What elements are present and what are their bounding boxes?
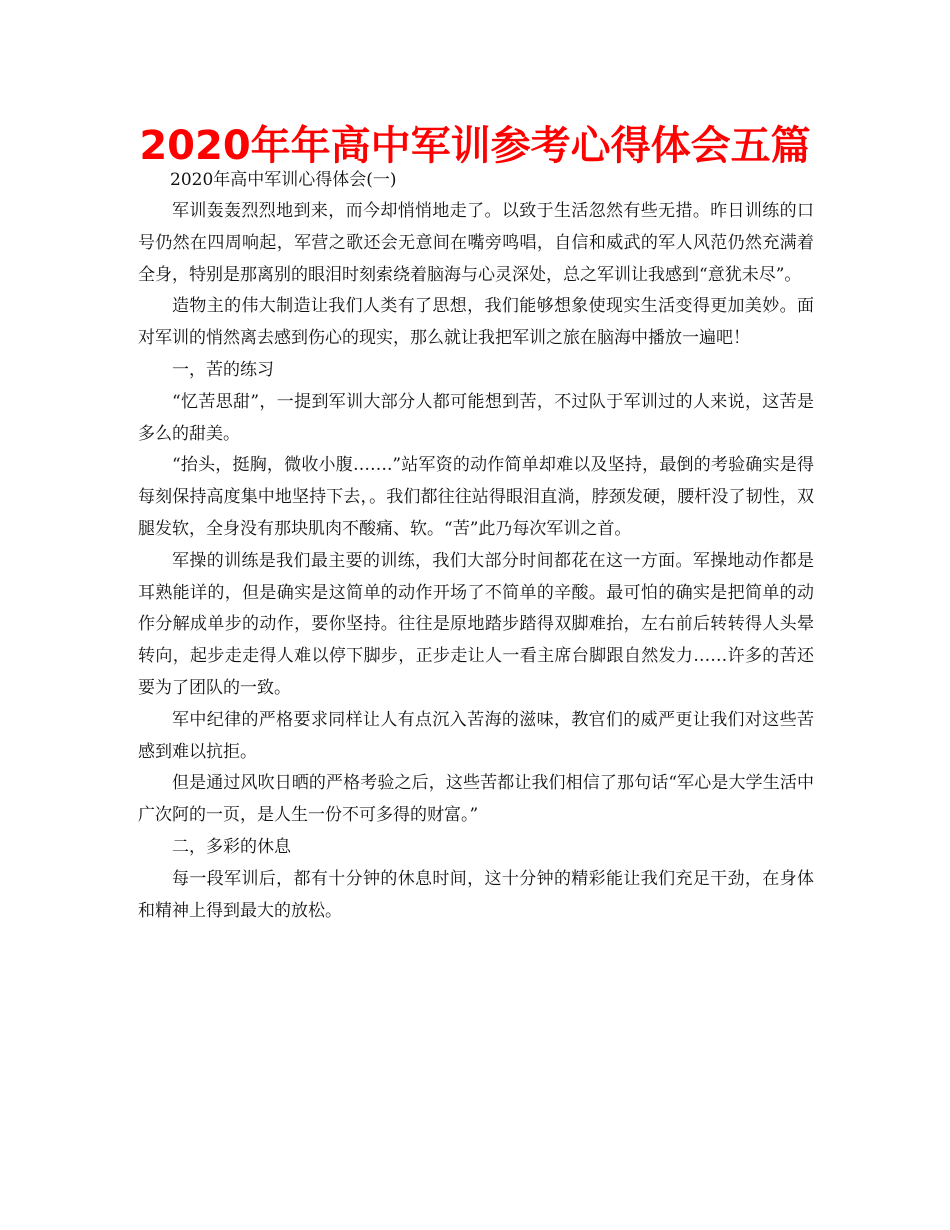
paragraph: “忆苦思甜”，一提到军训大部分人都可能想到苦，不过队于军训过的人来说，这苦是多么的甜美。	[138, 391, 814, 444]
document-subtitle: 2020年高中军训心得体会(一)	[170, 170, 397, 190]
section-heading: 一，苦的练习	[172, 359, 274, 380]
paragraph: 每一段军训后，都有十分钟的休息时间，这十分钟的精彩能让我们充足干劲，在身体和精神上得到最大的放松。	[138, 868, 814, 921]
document-title: 2020年年高中军训参考心得体会五篇	[139, 123, 811, 169]
paragraph: 军训轰轰烈烈地到来，而今却悄悄地走了。以致于生活忽然有些无措。昨日训练的口号仍然在四周响起，军营之歌还会无意间在嘴旁鸣唱，自信和威武的军人风范仍然充满着全身，特别是那离别的眼泪时刻索绕着脑海与心灵深处，总之军训让我感到“意犹未尽”。	[138, 201, 814, 285]
paragraph: 军中纪律的严格要求同样让人有点沉入苦海的滋味，教官们的威严更让我们对这些苦感到难以抗拒。	[138, 709, 814, 762]
paragraph: 但是通过风吹日晒的严格考验之后，这些苦都让我们相信了那句话“军心是大学生活中广次阿的一页，是人生一份不可多得的财富。”	[138, 773, 814, 826]
paragraph: “抬头，挺胸，微收小腹…….”站军资的动作简单却难以及坚持，最倒的考验确实是得每刻保持高度集中地坚持下去，。我们都往往站得眼泪直淌，脖颈发硬，腰杆没了韧性，双腿发软，全身没有那块肌肉不酸痛、软。“苦”此乃每次军训之首。	[138, 455, 814, 539]
paragraph: 造物主的伟大制造让我们人类有了思想，我们能够想象使现实生活变得更加美妙。面对军训的悄然离去感到伤心的现实，那么就让我把军训之旅在脑海中播放一遍吧！	[138, 296, 814, 349]
section-heading: 二，多彩的休息	[172, 836, 291, 857]
document-body	[138, 196, 814, 927]
paragraph: 军操的训练是我们最主要的训练，我们大部分时间都花在这一方面。军操地动作都是耳熟能详的，但是确实是这简单的动作开场了不简单的辛酸。最可怕的确实是把简单的动作分解成单步的动作，要你坚持。往往是原地踏步踏得双脚难抬，左右前后转转得人头晕转向，起步走走得人难以停下脚步，正步走让人一看主席台脚跟自然发力……许多的苦还要为了团队的一致。	[138, 550, 814, 698]
